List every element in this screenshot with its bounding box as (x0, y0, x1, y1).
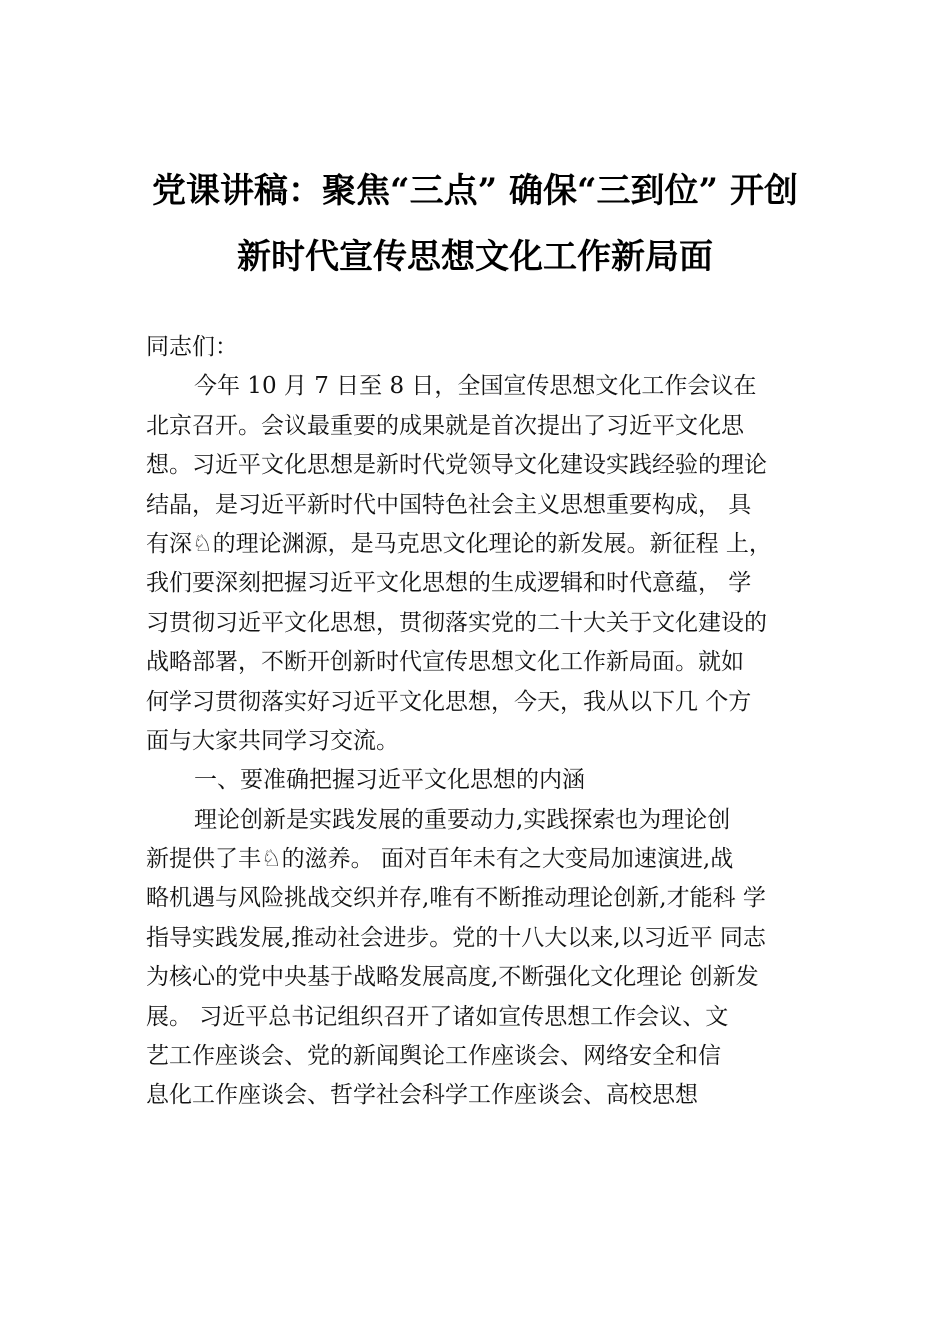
body-line: 新提供了丰♘的滋养。 面对百年未有之大变局加速演进,战 (146, 846, 734, 873)
section-heading: 一、要准确把握习近平文化思想的内涵 (194, 767, 585, 794)
body-line: 有深♘的理论渊源，是马克思文化理论的新发展。新征程 上， (146, 530, 772, 557)
body-line: 略机遇与风险挑战交织并存,唯有不断推动理论创新,才能科 学 (146, 885, 766, 912)
document-title-line-2: 新时代宣传思想文化工作新局面 (237, 237, 713, 277)
body-line: 结晶，是习近平新时代中国特色社会主义思想重要构成， 具 (146, 491, 752, 518)
body-line: 我们要深刻把握习近平文化思想的生成逻辑和时代意蕴， 学 (146, 570, 752, 597)
body-line: 北京召开。会议最重要的成果就是首次提出了习近平文化思 (146, 412, 744, 439)
document-title-line-1: 党课讲稿：聚焦“三点” 确保“三到位” 开创 (152, 171, 798, 211)
document-body (146, 328, 836, 1116)
body-line: 为核心的党中央基于战略发展高度,不断强化文化理论 创新发 (146, 964, 759, 991)
salutation: 同志们： (146, 334, 238, 360)
body-line: 何学习贯彻落实好习近平文化思想，今天，我从以下几 个方 (146, 688, 752, 715)
body-line: 艺工作座谈会、党的新闻舆论工作座谈会、网络安全和信 (146, 1043, 721, 1070)
body-line: 想。习近平文化思想是新时代党领导文化建设实践经验的理论 (146, 452, 767, 479)
body-line: 战略部署，不断开创新时代宣传思想文化工作新局面。就如 (146, 649, 744, 676)
body-line: 指导实践发展,推动社会进步。党的十八大以来,以习近平 同志 (146, 924, 766, 951)
body-line: 面与大家共同学习交流。 (146, 727, 399, 754)
body-line: 息化工作座谈会、哲学社会科学工作座谈会、高校思想 (146, 1082, 698, 1109)
body-line: 展。 习近平总书记组织召开了诸如宣传思想工作会议、文 (146, 1003, 729, 1030)
body-line: 习贯彻习近平文化思想，贯彻落实党的二十大关于文化建设的 (146, 609, 767, 636)
body-line: 今年 10 月 7 日至 8 日，全国宣传思想文化工作会议在 (194, 373, 757, 400)
body-line: 理论创新是实践发展的重要动力,实践探索也为理论创 (194, 806, 731, 833)
